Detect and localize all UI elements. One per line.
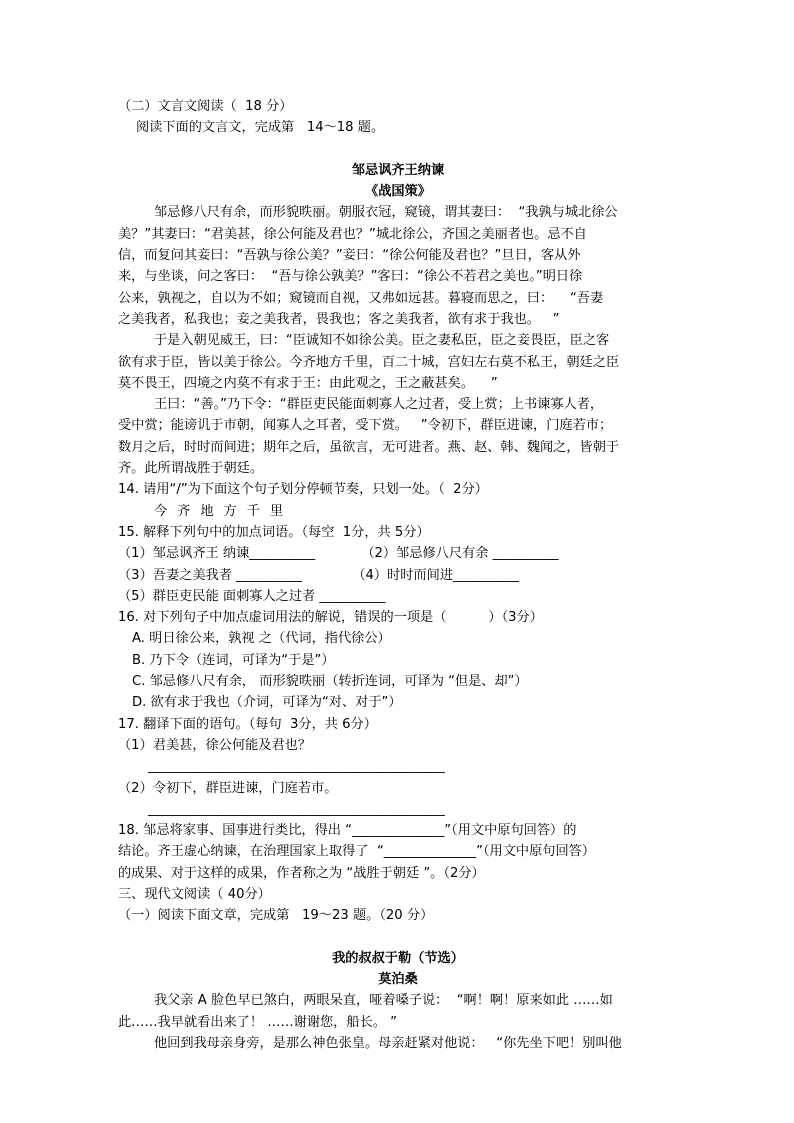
document-page [118,96,678,1054]
classical-text-line: 之美我者，私我也；妾之美我者，畏我也；客之美我者，欲有求于我也。 ” [118,311,560,327]
classical-text-line: 美？”其妻曰：“君美甚，徐公何能及君也？”城北徐公，齐国之美丽者也。忌不自 [118,226,587,242]
section-instruction: 阅读下面的文言文，完成第 14～18 题。 [136,120,385,136]
question-18-line: 的成果、对于这样的成果，作者称之为 “战胜于朝廷 ”。（2分） [118,865,485,881]
classical-text-line: 邹忌修八尺有余，而形貌昳丽。朝服衣冠，窥镜，谓其妻曰： “我孰与城北徐公 [154,205,618,221]
modern-title: 我的叔叔于勒（节选） [332,950,464,966]
question-17-item: （2）令初下，群臣进谏，门庭若市。 [118,780,338,796]
classical-text-line: 公来，孰视之，自以为不如；窥镜而自视，又弗如远甚。暮寝而思之，曰： “吾妻 [118,290,604,306]
classical-source: 《战国策》 [365,184,431,200]
classical-text-line: 齐。此所谓战胜于朝廷。 [118,461,264,477]
spacer [118,139,678,160]
question-16: 16. 对下列句子中加点虚词用法的解说，错误的一项是（ ）（3分） [118,610,543,626]
modern-text-line: 我父亲 A 脸色早已煞白，两眼呆直，哑着嗓子说： “啊！啊！原来如此 ……如 [154,993,613,1009]
question-18-line: 18. 邹忌将家事、国事进行类比，得出 “______________”（用文中原句回答）的 [118,823,577,839]
classical-text-line: 来，与坐谈，问之客曰： “吾与徐公孰美？”客曰：“徐公不若君之美也。”明日徐 [118,269,583,285]
classical-text-line: 于是入朝见威王，曰：“臣诚知不如徐公美。臣之妻私臣，臣之妾畏臣，臣之客 [154,333,610,349]
section-subheading: （一）阅读下面文章，完成第 19～23 题。（20 分） [118,908,434,924]
section-heading: 三、现代文阅读（ 40分） [118,886,271,902]
classical-text-line: 王曰：“善。”乃下令：“群臣吏民能面刺寡人之过者，受上赏；上书谏寡人者， [154,397,604,413]
question-15-line: （1）邹忌讽齐王 纳谏__________ （2）邹忌修八尺有余 __________ [118,546,559,562]
question-16-option-c: C. 邹忌修八尺有余， 而形貌昳丽（转折连词，可译为 “但是、却”） [132,674,528,690]
section-heading: （二）文言文阅读（ 18 分） [118,99,293,114]
question-14: 14. 请用“/”为下面这个句子划分停顿节奏，只划一处。（ 2分） [118,482,488,498]
answer-blank-line: _____________________________________________ [148,801,445,817]
classical-text-line: 信，而复问其妾曰：“吾孰与徐公美？”妾曰：“徐公何能及君也？”旦日，客从外 [118,248,581,264]
question-17: 17. 翻译下面的语句。（每句 3分，共 6分） [118,716,377,732]
question-15: 15. 解释下列句中的加点词语。（每空 1分，共 5分） [118,524,430,540]
question-16-option-a: A. 明日徐公来，孰视 之（代词，指代徐公） [132,631,391,647]
spacer [118,927,678,948]
answer-blank-line: _____________________________________________ [148,759,445,775]
modern-author: 莫泊桑 [378,972,418,988]
question-14-sentence: 今齐地方千里 [154,503,294,519]
classical-text-line: 欲有求于臣，皆以美于徐公。今齐地方千里，百二十城，宫妇左右莫不私王，朝廷之臣 [118,354,620,370]
question-15-line: （5）群臣吏民能 面刺寡人之过者 __________ [118,588,386,604]
question-16-option-d: D. 欲有求于我也（介词，可译为“对、对于”） [132,695,402,711]
question-15-line: （3）吾妻之美我者 __________ （4）时时而间进__________ [118,567,519,583]
classical-text-line: 受中赏；能谤讥于市朝，闻寡人之耳者，受下赏。 ”令初下，群臣进谏，门庭若市； [118,418,613,434]
classical-text-line: 莫不畏王，四境之内莫不有求于王：由此观之，王之蔽甚矣。 ” [118,375,498,391]
question-16-option-b: B. 乃下令（连词，可译为“于是”） [132,652,335,668]
modern-text-line: 他回到我母亲身旁，是那么神色张皇。母亲赶紧对他说： “你先坐下吧！别叫他 [154,1036,622,1052]
classical-title: 邹忌讽齐王纳谏 [351,162,445,178]
question-18-line: 结论。齐王虚心纳谏，在治理国家上取得了 “______________”（用文中原句回答） [118,844,596,860]
classical-text-line: 数月之后，时时而间进；期年之后，虽欲言，无可进者。燕、赵、韩、魏闻之，皆朝于 [118,439,620,455]
modern-text-line: 此……我早就看出来了！ ……谢谢您，船长。 ” [118,1014,397,1030]
question-17-item: （1）君美甚，徐公何能及君也？ [118,737,312,753]
